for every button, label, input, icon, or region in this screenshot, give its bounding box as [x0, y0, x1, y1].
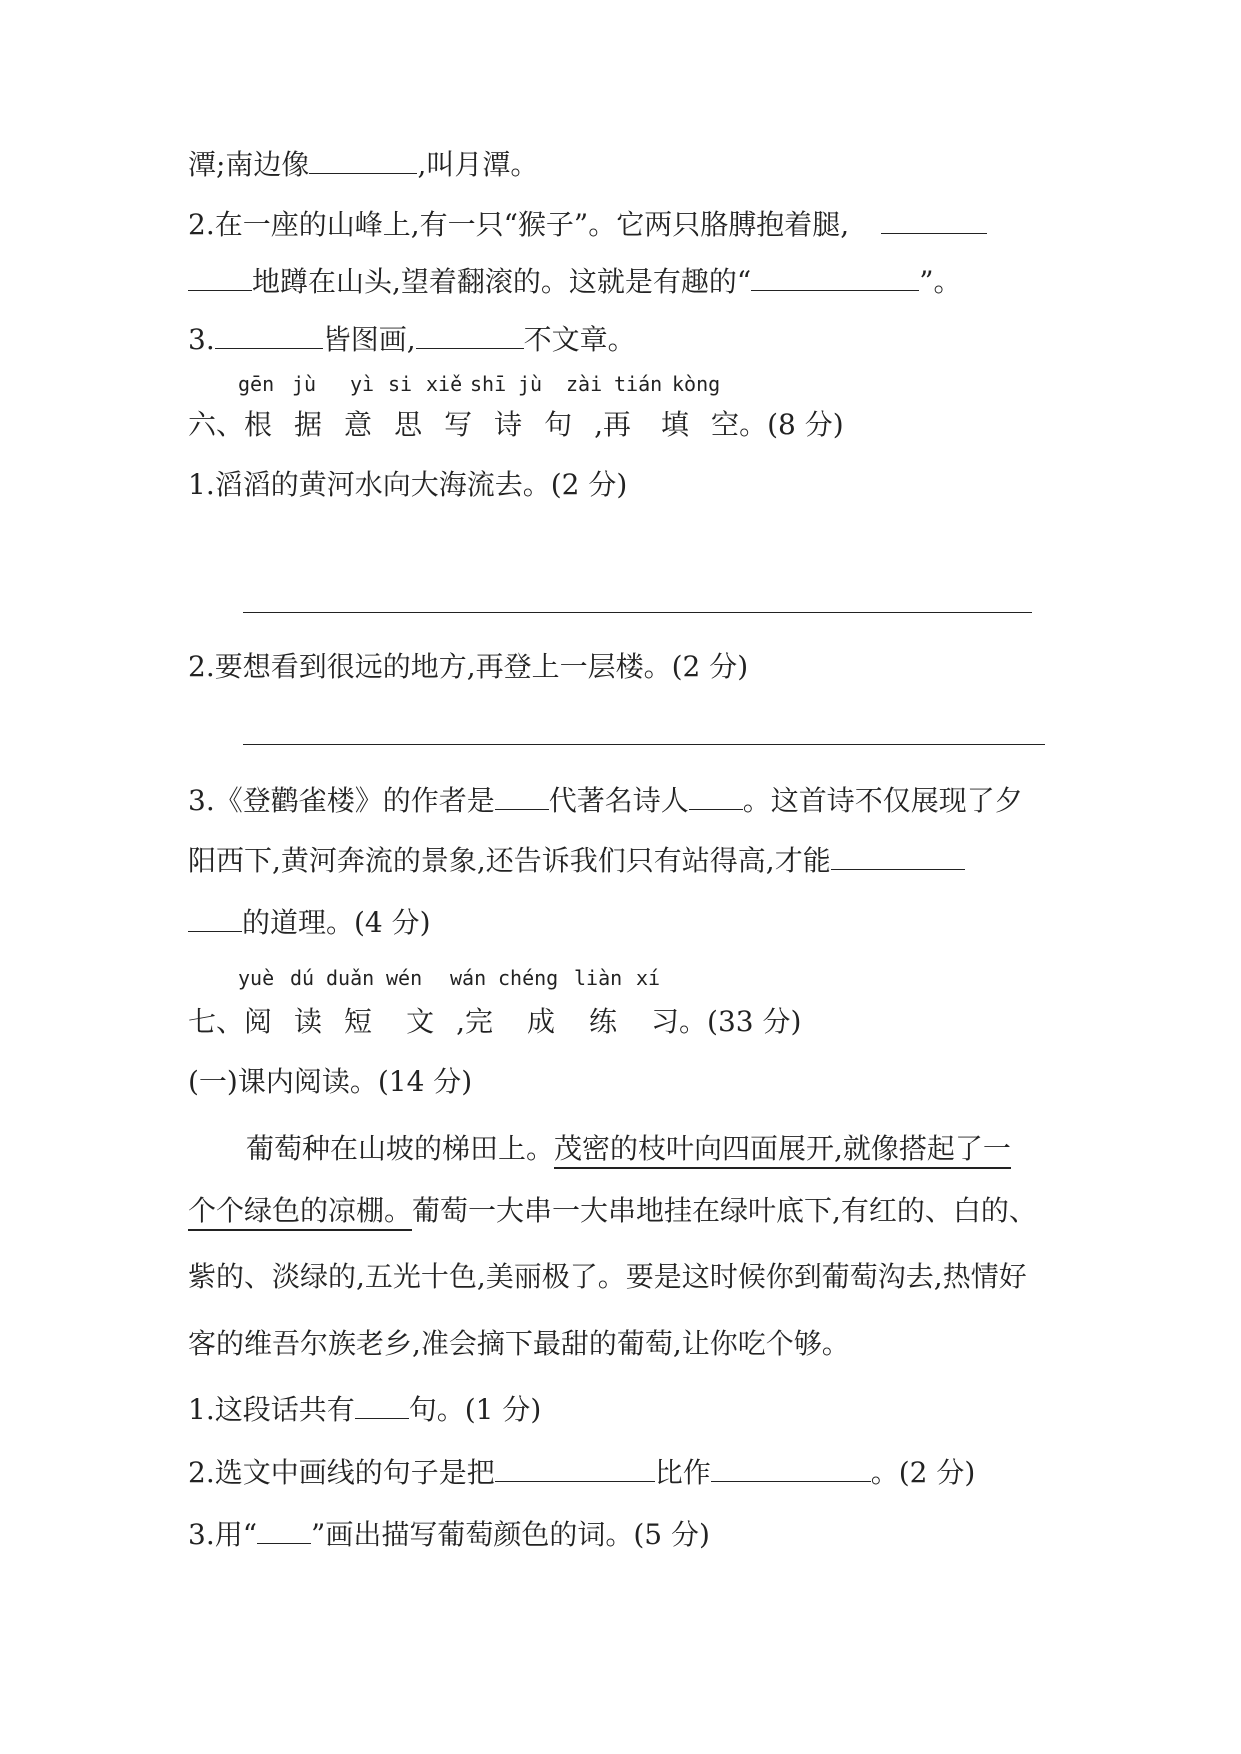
answer-blank[interactable]	[881, 207, 987, 234]
question-7-1	[188, 1390, 541, 1430]
underlined-sentence: 个个绿色的凉棚。	[188, 1194, 412, 1231]
question-7-2	[188, 1453, 975, 1493]
answer-blank[interactable]	[188, 264, 252, 291]
text: 3.《登鹳雀楼》的作者是	[188, 784, 495, 817]
text: ,再	[594, 408, 632, 441]
text: 七、	[188, 1005, 245, 1038]
answer-line[interactable]	[243, 744, 1045, 745]
pinyin: yì	[350, 372, 375, 396]
answer-blank[interactable]	[495, 783, 549, 810]
text: 六、	[188, 408, 245, 441]
text: 练	[589, 1005, 618, 1038]
question-6-3	[188, 781, 1023, 821]
pinyin: chéng	[498, 966, 559, 990]
text: 意	[344, 408, 373, 441]
pinyin: si	[388, 372, 413, 396]
text: 葡萄种在山坡的梯田上。	[246, 1132, 555, 1165]
text: 2.在一座的山峰上,有一只“猴子”。它两只胳膊抱着腿,	[188, 208, 850, 241]
fill-line-1	[188, 145, 538, 185]
question-6-3-end	[188, 903, 431, 943]
text: 读	[294, 1005, 323, 1038]
subsection-heading: (一)课内阅读。(14 分)	[188, 1065, 473, 1098]
text: 思	[394, 408, 423, 441]
question-6-3-cont	[188, 841, 965, 881]
pinyin: jù	[292, 372, 317, 396]
pinyin: liàn	[574, 966, 623, 990]
text: 空	[711, 408, 740, 441]
pinyin: wén	[386, 966, 423, 990]
text: 比作	[654, 1456, 711, 1489]
text: 不文章。	[523, 323, 636, 356]
pinyin: shī	[470, 372, 507, 396]
answer-blank[interactable]	[495, 1455, 655, 1482]
pinyin: gēn	[238, 372, 275, 396]
section-heading-7	[188, 1002, 801, 1042]
text: 代著名诗人	[548, 784, 689, 817]
pinyin: zài	[566, 372, 603, 396]
text: ,完	[456, 1005, 493, 1038]
passage-line-1	[246, 1129, 1011, 1169]
underlined-sentence: 茂密的枝叶向四面展开,就像搭起了一	[554, 1132, 1011, 1169]
pinyin: kòng	[672, 372, 721, 396]
text: 。这首诗不仅展现了夕	[742, 784, 1023, 817]
question-5-3	[188, 320, 636, 360]
text: 3.	[188, 323, 215, 356]
text: 潭;南边像	[188, 148, 310, 181]
pinyin: xiě	[426, 372, 463, 396]
text: 皆图画,	[322, 323, 416, 356]
text: 。(2 分)	[870, 1456, 976, 1489]
text: 句。(1 分)	[408, 1393, 542, 1426]
answer-blank	[257, 1517, 311, 1544]
text: 习	[651, 1005, 680, 1038]
pinyin: jù	[518, 372, 543, 396]
text: 。(33 分)	[679, 1005, 802, 1038]
text: 文	[406, 1005, 435, 1038]
answer-blank[interactable]	[751, 264, 919, 291]
answer-blank[interactable]	[215, 322, 323, 349]
text: 阳西下,黄河奔流的景象,还告诉我们只有站得高,才能	[188, 844, 831, 877]
text: 阅	[244, 1005, 273, 1038]
question-5-2-cont	[188, 262, 962, 302]
answer-blank[interactable]	[689, 783, 743, 810]
text: 。(8 分)	[739, 408, 844, 441]
passage-line-2	[188, 1191, 1037, 1231]
pinyin: dú	[290, 966, 315, 990]
passage-line-4: 客的维吾尔族老乡,准会摘下最甜的葡萄,让你吃个够。	[188, 1327, 850, 1360]
text: 根	[244, 408, 273, 441]
question-5-2	[188, 205, 987, 245]
pinyin: yuè	[238, 966, 275, 990]
answer-blank[interactable]	[309, 147, 417, 174]
text: ”。	[919, 265, 962, 298]
text: 地蹲在山头,望着翻滚的。这就是有趣的“	[252, 265, 752, 298]
text: ”画出描写葡萄颜色的词。(5 分)	[311, 1518, 710, 1551]
answer-blank[interactable]	[831, 843, 965, 870]
section-heading-6	[188, 405, 844, 445]
pinyin: duǎn	[326, 966, 375, 990]
text: 写	[444, 408, 473, 441]
question-6-1: 1.滔滔的黄河水向大海流去。(2 分)	[188, 468, 628, 501]
text: 的道理。(4 分)	[242, 906, 431, 939]
text: 诗	[494, 408, 523, 441]
answer-blank[interactable]	[355, 1392, 409, 1419]
text: ,叫月潭。	[417, 148, 539, 181]
pinyin: wán	[450, 966, 487, 990]
text: 短	[344, 1005, 373, 1038]
text: 葡萄一大串一大串地挂在绿叶底下,有红的、白的、	[412, 1194, 1037, 1227]
text: 3.用“	[188, 1518, 258, 1551]
pinyin: xí	[636, 966, 661, 990]
text: 填	[661, 408, 690, 441]
answer-line[interactable]	[243, 612, 1032, 613]
text: 句	[544, 408, 573, 441]
question-7-3	[188, 1515, 710, 1555]
text: 2.选文中画线的句子是把	[188, 1456, 495, 1489]
text: 据	[294, 408, 323, 441]
text: 1.这段话共有	[188, 1393, 355, 1426]
answer-blank[interactable]	[711, 1455, 871, 1482]
passage-line-3: 紫的、淡绿的,五光十色,美丽极了。要是这时候你到葡萄沟去,热情好	[188, 1260, 1027, 1293]
text: 成	[526, 1005, 555, 1038]
answer-blank[interactable]	[416, 322, 524, 349]
answer-blank[interactable]	[188, 905, 242, 932]
question-6-2: 2.要想看到很远的地方,再登上一层楼。(2 分)	[188, 650, 749, 683]
pinyin: tián	[614, 372, 663, 396]
